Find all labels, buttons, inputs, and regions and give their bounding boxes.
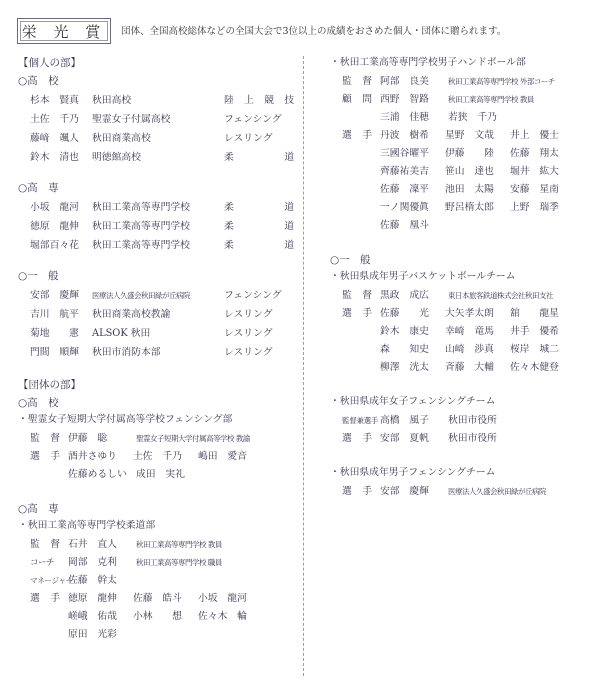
member-name: 西野 智路 [380, 94, 429, 105]
member-name: 小林 想 [133, 611, 182, 622]
member-cells [380, 341, 578, 359]
athlete-name: 吉川 航平 [30, 309, 79, 320]
team-handball-name: ・秋田工業高等専門学校男子ハンドボール部 [330, 57, 526, 68]
member-row [330, 199, 605, 217]
member-name: 安藤 星南 [510, 184, 559, 195]
athlete-name: 堀部百々花 [30, 240, 79, 251]
athlete-event [224, 217, 294, 236]
team-general-category: ○一 般 [330, 254, 371, 266]
member-name: 三浦 佳穂 [380, 112, 429, 123]
member-name: 森 知史 [380, 344, 429, 355]
member-name: 一ノ関優眞 [380, 202, 429, 213]
member-name: 佐藤 光 [380, 308, 429, 319]
member-cells [380, 217, 448, 235]
member-name: 秋田工業高等専門学校 教員 [448, 95, 534, 104]
member-name: 佐藤めるしい [68, 469, 127, 480]
member-name: 嶋田 愛音 [198, 451, 247, 462]
member-cells [68, 608, 266, 626]
member-role [18, 626, 68, 644]
event-char: 競 [264, 95, 274, 106]
individual-row [18, 217, 298, 236]
event-char: 陸 [224, 95, 234, 106]
member-row [18, 430, 298, 448]
athlete-affiliation: 秋田商業高校教諭 [92, 309, 171, 320]
athlete-event [224, 148, 294, 167]
member-row [18, 554, 298, 572]
role-char: 手 [50, 451, 60, 462]
member-role [330, 217, 380, 235]
athlete-event [224, 129, 294, 148]
team-hs-name: ・聖霊女子短期大学付属高等学校フェンシング部 [18, 414, 233, 425]
member-role [18, 430, 68, 448]
role-char: 選 [342, 433, 352, 444]
role-char: 顧 [342, 94, 352, 105]
athlete-event [224, 198, 294, 217]
athlete-event [224, 110, 294, 129]
athlete-event [224, 324, 294, 343]
role-char: 監 [30, 433, 40, 444]
member-name: 秋田市役所 [448, 433, 497, 444]
event-char: 柔 [224, 152, 234, 163]
member-name: 幸崎 竜馬 [445, 326, 494, 337]
member-cells [380, 199, 578, 217]
event-char: 道 [284, 221, 294, 232]
team-kosen-name: ・秋田工業高等専門学校柔道部 [18, 520, 156, 531]
award-title: 栄 光 賞 [17, 18, 111, 44]
member-name: 佐藤 幹太 [68, 575, 117, 586]
athlete-name: 杉本 賢真 [30, 95, 79, 106]
athlete-event [224, 305, 294, 324]
member-row [330, 412, 605, 430]
member-cells [380, 430, 516, 448]
team-basket-name: ・秋田県成年男子バスケットボールチーム [330, 271, 516, 282]
event-char: 柔 [224, 240, 234, 251]
event-char: フェンシング [224, 114, 282, 125]
member-role [330, 109, 380, 127]
role-char: 監 [342, 290, 352, 301]
member-row [18, 608, 298, 626]
team-basket-members [330, 287, 605, 377]
individual-heading: 【個人の部】 [18, 57, 81, 69]
role-char: 手 [362, 433, 372, 444]
athlete-name: 安部 慶輝 [30, 290, 79, 301]
member-role [18, 448, 68, 466]
member-role [330, 341, 380, 359]
member-cells [68, 554, 230, 572]
member-cells [68, 448, 266, 466]
athlete-affiliation: ALSOK 秋田 [92, 328, 151, 339]
team-men-fencing-members [330, 483, 605, 501]
member-name: 聖霊女子短期大学付属高等学校 教諭 [136, 434, 250, 443]
event-char: 道 [284, 202, 294, 213]
member-cells [380, 163, 578, 181]
member-row [330, 181, 605, 199]
individual-row [18, 129, 298, 148]
athlete-affiliation: 明徳館高校 [92, 152, 141, 163]
athlete-name: 門間 順輝 [30, 347, 79, 358]
member-name: 安部 慶輝 [380, 486, 429, 497]
member-name: 原田 光彩 [68, 629, 117, 640]
member-name: 佐藤 凜平 [380, 184, 429, 195]
member-role [330, 430, 380, 448]
member-name: 秋田工業高等専門学校 職員 [136, 558, 222, 567]
member-name: 黒政 成広 [380, 290, 429, 301]
member-row [330, 217, 605, 235]
event-char: 柔 [224, 221, 234, 232]
member-name: 鈴木 康史 [380, 326, 429, 337]
role-char: コーチ [30, 558, 55, 568]
athlete-name: 藤﨑 颯人 [30, 133, 79, 144]
member-name: 佐々木健登 [510, 362, 559, 373]
member-name: 岡部 克利 [68, 557, 117, 568]
member-name: 佐々木 輪 [198, 611, 247, 622]
member-row [330, 287, 605, 305]
member-row [18, 536, 298, 554]
individual-row [18, 236, 298, 255]
member-row [330, 483, 605, 501]
athlete-affiliation: 秋田工業高等専門学校 [92, 202, 190, 213]
role-char: 手 [362, 308, 372, 319]
member-cells [380, 109, 516, 127]
member-role [18, 590, 68, 608]
individual-row [18, 91, 298, 110]
member-name: 舘 龍星 [510, 308, 559, 319]
member-name: 若狭 千乃 [448, 112, 497, 123]
member-name: 酒井さゆり [68, 451, 117, 462]
individual-row [18, 198, 298, 217]
member-role [18, 536, 68, 554]
team-women-fencing-name: ・秋田県成年女子フェンシングチーム [330, 396, 496, 407]
individual-row [18, 343, 298, 362]
role-char: 督 [362, 290, 372, 301]
member-cells [380, 323, 578, 341]
athlete-affiliation: 秋田高校 [92, 95, 132, 106]
member-name: 野呂楕太郎 [445, 202, 494, 213]
athlete-affiliation: 医療法人久盛会秋田緑が丘病院 [92, 291, 190, 300]
member-role [18, 572, 73, 590]
role-char: マネージャー [30, 576, 73, 585]
member-name: 佐藤 皓斗 [133, 593, 182, 604]
member-cells [380, 181, 578, 199]
member-name: 三國谷曜平 [380, 148, 429, 159]
athlete-event [224, 286, 294, 305]
member-name: 阿部 良美 [380, 76, 429, 87]
athlete-affiliation: 秋田工業高等専門学校 [92, 240, 190, 251]
event-char: 上 [244, 95, 254, 106]
role-char: 督 [50, 539, 60, 550]
individual-row [18, 110, 298, 129]
member-cells [380, 145, 578, 163]
member-role [330, 73, 380, 91]
member-cells [380, 359, 578, 377]
spacer [18, 255, 298, 269]
athlete-affiliation: 秋田工業高等専門学校 [92, 221, 190, 232]
individual-category: ○高 専 [18, 182, 59, 194]
spacer [18, 167, 298, 181]
member-cells [380, 305, 578, 323]
team-kosen-members [18, 536, 298, 644]
athlete-event [224, 236, 294, 255]
member-row [18, 466, 298, 484]
member-row [330, 91, 605, 109]
event-char: レスリング [224, 133, 273, 144]
athlete-name: 鈴木 清也 [30, 152, 79, 163]
member-role [330, 199, 380, 217]
individual-row [18, 148, 298, 167]
member-row [330, 341, 605, 359]
member-name: 安部 夏帆 [380, 433, 429, 444]
role-char: 選 [342, 308, 352, 319]
role-char: 選 [30, 451, 40, 462]
role-char: 問 [362, 94, 372, 105]
role-char: 選 [342, 130, 352, 141]
athlete-name: 徳原 龍伸 [30, 221, 79, 232]
member-row [330, 323, 605, 341]
member-name: 成田 実礼 [136, 469, 185, 480]
role-char: 選 [30, 593, 40, 604]
member-name: 上野 瑞季 [510, 202, 559, 213]
member-name: 山崎 渉真 [445, 344, 494, 355]
event-char: 道 [284, 152, 294, 163]
event-char: フェンシング [224, 290, 282, 301]
member-cells [380, 127, 578, 145]
member-name: 東日本旅客鉄道株式会社秋田支社 [448, 291, 553, 300]
athlete-affiliation: 秋田市消防本部 [92, 347, 161, 358]
member-name: 堀井 紘大 [510, 166, 559, 177]
event-char: 技 [284, 95, 294, 106]
team-men-fencing-name: ・秋田県成年男子フェンシングチーム [330, 467, 496, 478]
team-handball-members [330, 73, 605, 235]
member-row [18, 626, 298, 644]
individual-row [18, 324, 298, 343]
role-char: 監督兼選手 [342, 416, 378, 425]
athlete-name: 菊地 憲 [30, 328, 79, 339]
member-name: 井手 優希 [510, 326, 559, 337]
member-name: 嵯峨 佑哉 [68, 611, 117, 622]
member-cells [380, 412, 516, 430]
member-name: 徳原 龍伸 [68, 593, 117, 604]
member-role [330, 91, 380, 109]
member-role [18, 554, 68, 572]
left-column [18, 56, 298, 644]
event-char: 柔 [224, 202, 234, 213]
member-cells [68, 430, 258, 448]
athlete-affiliation: 秋田商業高校 [92, 133, 151, 144]
athlete-name: 土佐 千乃 [30, 114, 79, 125]
role-char: 手 [362, 130, 372, 141]
member-role [330, 145, 380, 163]
event-char: レスリング [224, 328, 273, 339]
member-name: 桜岸 城二 [510, 344, 559, 355]
member-name: 笹山 達也 [445, 166, 494, 177]
individual-category: ○一 般 [18, 270, 59, 282]
member-cells [380, 483, 554, 501]
member-row [330, 163, 605, 181]
member-role [330, 412, 380, 430]
member-name: 土佐 千乃 [133, 451, 182, 462]
individual-section [18, 74, 298, 362]
member-cells [68, 590, 266, 608]
team-women-fencing-members [330, 412, 605, 448]
member-row [330, 430, 605, 448]
member-name: 佐藤 翔太 [510, 148, 559, 159]
role-char: 手 [362, 486, 372, 497]
member-role [330, 163, 380, 181]
athlete-event [224, 343, 294, 362]
event-char: レスリング [224, 347, 273, 358]
member-name: 柳澤 洸太 [380, 362, 429, 373]
role-char: 督 [50, 433, 60, 444]
member-cells [68, 626, 136, 644]
member-row [330, 145, 605, 163]
role-char: 監 [342, 76, 352, 87]
right-column [330, 56, 605, 501]
member-name: 秋田市役所 [448, 415, 497, 426]
member-cells [380, 287, 561, 305]
intro-text: 団体、全国高校総体などの全国大会で3位以上の成績をおさめた個人・団体に贈られます。 [121, 26, 507, 37]
member-role [330, 483, 380, 501]
member-name: 小坂 龍河 [198, 593, 247, 604]
athlete-name: 小坂 龍河 [30, 202, 79, 213]
member-name: 秋田工業高等専門学校 外部コーチ [448, 77, 555, 86]
member-row [18, 572, 298, 590]
member-role [330, 305, 380, 323]
member-row [330, 109, 605, 127]
team-kosen-category: ○高 専 [18, 503, 59, 515]
team-hs-members [18, 430, 298, 484]
member-name: 斉藤 大輔 [445, 362, 494, 373]
member-role [330, 287, 380, 305]
role-char: 選 [342, 486, 352, 497]
member-role [330, 359, 380, 377]
member-cells [68, 572, 136, 590]
member-role [330, 181, 380, 199]
member-name: 星野 文哉 [445, 130, 494, 141]
member-name: 伊藤 陸 [445, 148, 494, 159]
athlete-affiliation: 聖霊女子付属高校 [92, 114, 171, 125]
athlete-event [224, 91, 294, 110]
team-hs-category: ○高 校 [18, 397, 59, 409]
member-name: 佐藤 凰斗 [380, 220, 429, 231]
member-cells [68, 536, 230, 554]
member-name: 秋田工業高等専門学校 教員 [136, 540, 222, 549]
member-role [330, 127, 380, 145]
member-cells [68, 466, 204, 484]
event-char: 道 [284, 240, 294, 251]
individual-row [18, 286, 298, 305]
individual-category: ○高 校 [18, 75, 59, 87]
team-heading: 【団体の部】 [18, 379, 81, 391]
member-cells [380, 91, 542, 109]
column-divider [303, 56, 304, 676]
member-name: 伊藤 聡 [68, 433, 108, 444]
event-char: レスリング [224, 309, 273, 320]
member-name: 医療法人久盛会秋田緑が丘病院 [448, 487, 546, 496]
member-name: 池田 太陽 [445, 184, 494, 195]
member-cells [380, 73, 563, 91]
role-char: 監 [30, 539, 40, 550]
role-char: 督 [362, 76, 372, 87]
member-name: 齊藤祐美吉 [380, 166, 429, 177]
member-name: 井上 優士 [510, 130, 559, 141]
member-name: 石井 直人 [68, 539, 117, 550]
individual-row [18, 305, 298, 324]
member-role [330, 323, 380, 341]
member-row [330, 359, 605, 377]
member-row [18, 590, 298, 608]
member-role [18, 466, 68, 484]
member-row [330, 305, 605, 323]
member-role [18, 608, 68, 626]
member-name: 大矢孝太朗 [445, 308, 494, 319]
member-name: 高橋 風子 [380, 415, 429, 426]
member-row [330, 127, 605, 145]
role-char: 手 [50, 593, 60, 604]
member-row [330, 73, 605, 91]
member-name: 丹波 樹希 [380, 130, 429, 141]
member-row [18, 448, 298, 466]
